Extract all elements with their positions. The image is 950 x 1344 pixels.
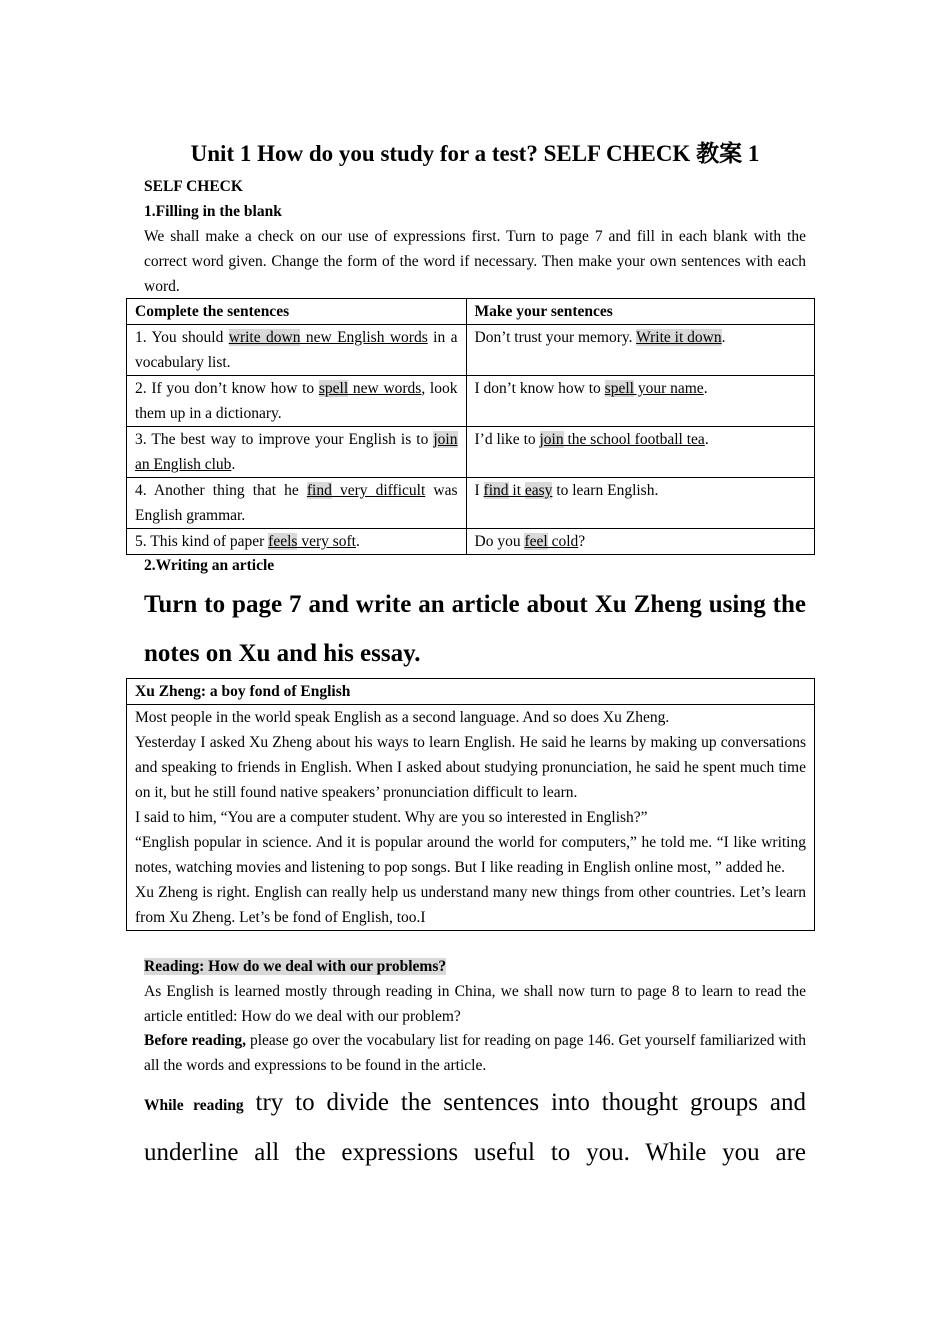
- article-paragraph: Xu Zheng is right. English can really help us understand many new things from other countries. Let’s learn from Xu Zheng. Let’s be fond of English, too.I: [135, 884, 806, 926]
- make-sentence-cell: [466, 427, 815, 478]
- article-paragraph: Yesterday I asked Xu Zheng about his ways to learn English. He said he learns by making up conversations and speaking to friends in English. When I asked about studying pronunciation, he said he spent much time on it, but he still found native speakers’ pronunciation difficult to learn.: [135, 734, 806, 801]
- answer-word: easy: [524, 482, 553, 499]
- sentence-text: 5. This kind of paper: [135, 533, 269, 550]
- self-check-heading: SELF CHECK: [144, 178, 243, 195]
- table-row: [127, 427, 815, 478]
- underlined-phrase: very soft: [297, 533, 356, 550]
- table-row: [127, 478, 815, 529]
- sentence-text: .: [231, 456, 236, 473]
- sentence-text: I don’t know how to: [474, 380, 605, 397]
- answer-word: spell: [604, 380, 634, 397]
- sentence-text: Don’t trust your memory.: [474, 329, 637, 346]
- reading-heading: Reading: How do we deal with our problems?: [144, 958, 447, 975]
- answer-word: spell: [318, 380, 349, 397]
- underlined-phrase: new words: [348, 380, 422, 397]
- underlined-phrase: cold: [547, 533, 579, 550]
- section1-heading: 1.Filling in the blank: [144, 203, 282, 220]
- answer-word: find: [483, 482, 509, 499]
- before-reading-label: Before reading,: [144, 1032, 246, 1049]
- while-reading-label: While reading: [144, 1097, 244, 1114]
- make-sentence-cell: [466, 376, 815, 427]
- answer-word: join: [539, 431, 564, 448]
- article-table: [126, 678, 815, 931]
- col-header-make: Make your sentences: [466, 299, 815, 325]
- sentence-text: .: [704, 431, 709, 448]
- underlined-phrase: the school football tea: [563, 431, 705, 448]
- complete-sentence-cell: [127, 427, 467, 478]
- sentence-text: 2. If you don’t know how to: [135, 380, 319, 397]
- while-reading-line2: underline all the expressions useful to you. While you are: [144, 1139, 806, 1166]
- section1-intro: We shall make a check on our use of expressions first. Turn to page 7 and fill in each blank with the correct word given. Change the form of the word if necessary. Then make your own sentences with each word.: [144, 228, 806, 295]
- article-paragraph: I said to him, “You are a computer student. Why are you so interested in English?”: [135, 809, 648, 826]
- answer-word: find: [306, 482, 332, 499]
- sentence-text: ?: [578, 533, 586, 550]
- sentence-text: to learn English.: [552, 482, 659, 499]
- while-reading-line1: [144, 1078, 806, 1131]
- answer-word: write down: [228, 329, 301, 346]
- sentence-text: I: [474, 482, 484, 499]
- underlined-phrase: your name: [633, 380, 704, 397]
- article-body: [127, 705, 815, 931]
- answer-word: Write it down: [636, 329, 722, 346]
- sentence-text: 3. The best way to improve your English is to: [135, 431, 434, 448]
- sentence-text: .: [721, 329, 726, 346]
- sentence-text: in a vocabulary list.: [135, 329, 458, 371]
- answer-word: join: [433, 431, 458, 448]
- complete-sentence-cell: [127, 376, 467, 427]
- underlined-phrase: new English words: [300, 329, 428, 346]
- reading-heading-line: [144, 954, 806, 979]
- table-row: [127, 376, 815, 427]
- sentence-text: .: [355, 533, 360, 550]
- sentence-text: Do you: [474, 533, 525, 550]
- before-reading-paragraph: [144, 1028, 806, 1078]
- section2-heading: 2.Writing an article: [144, 557, 275, 574]
- table-row: [127, 529, 815, 555]
- answer-word: feels: [268, 533, 298, 550]
- underlined-phrase: very difficult: [331, 482, 426, 499]
- complete-sentence-cell: [127, 529, 467, 555]
- sentence-text: I’d like to: [474, 431, 540, 448]
- article-title: Xu Zheng: a boy fond of English: [127, 679, 815, 705]
- answer-word: feel: [524, 533, 548, 550]
- underlined-phrase: an English club: [135, 456, 232, 473]
- make-sentence-cell: [466, 529, 815, 555]
- table-header-row: [127, 299, 815, 325]
- make-sentence-cell: [466, 325, 815, 376]
- sentences-table: [126, 298, 815, 555]
- complete-sentence-cell: [127, 325, 467, 376]
- before-reading-text: please go over the vocabulary list for reading on page 146. Get yourself familiarized with all the words and expressions to be found in the article.: [144, 1032, 806, 1074]
- article-paragraph: “English popular in science. And it is popular around the world for computers,” he told me. “I like writing notes, watching movies and listening to pop songs. But I like reading in English online most, ” added he.: [135, 834, 806, 876]
- sentence-text: .: [703, 380, 708, 397]
- complete-sentence-cell: [127, 478, 467, 529]
- reading-intro: As English is learned mostly through reading in China, we shall now turn to page 8 to learn to read the article entitled: How do we deal with our problem?: [144, 983, 806, 1025]
- page-title: Unit 1 How do you study for a test? SELF CHECK 教案 1: [190, 141, 760, 166]
- col-header-complete: Complete the sentences: [127, 299, 467, 325]
- section2-instruction: Turn to page 7 and write an article about Xu Zheng using the notes on Xu and his essay.: [144, 591, 806, 667]
- table-row: [127, 325, 815, 376]
- sentence-text: was English grammar.: [135, 482, 458, 524]
- while-reading-text-1: try to divide the sentences into thought groups and: [243, 1089, 807, 1116]
- make-sentence-cell: [466, 478, 815, 529]
- sentence-text: 4. Another thing that he: [135, 482, 307, 499]
- article-paragraph: Most people in the world speak English as a second language. And so does Xu Zheng.: [135, 709, 670, 726]
- underlined-phrase: it: [508, 482, 525, 499]
- sentence-text: , look them up in a dictionary.: [135, 380, 458, 422]
- sentence-text: 1. You should: [135, 329, 229, 346]
